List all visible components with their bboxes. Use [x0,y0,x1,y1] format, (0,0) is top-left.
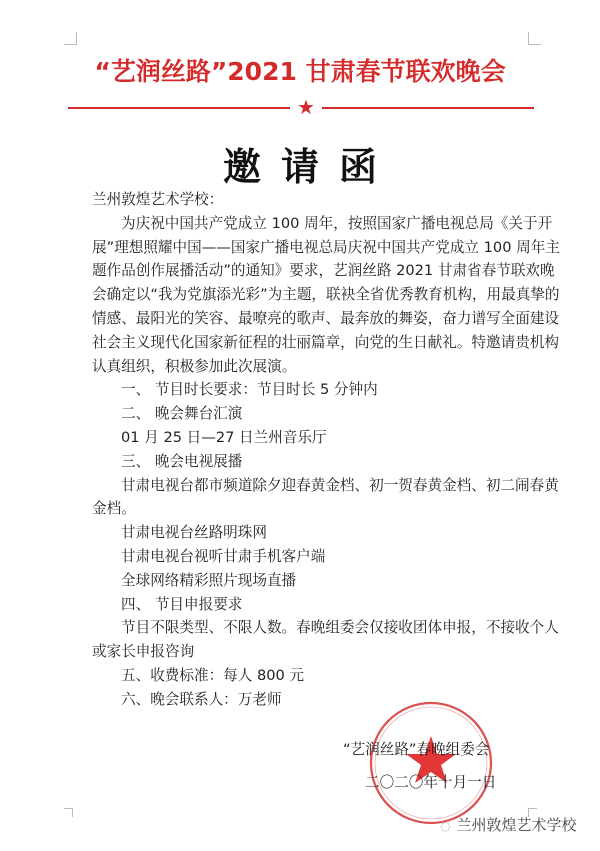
body-line: 为庆祝中国共产党成立 100 周年，按照国家广播电视总局《关于开 [121,214,553,232]
body-line: 一、 节目时长要求：节目时长 5 分钟内 [121,381,378,399]
body-line: 甘肃电视台都市频道除夕迎春黄金档、初一贺春黄金档、初二闹春黄 [121,476,559,494]
star-icon: ★ [297,95,315,119]
page-corner-mark [528,32,541,45]
body-line: 展”理想照耀中国——国家广播电视总局庆祝中国共产党成立 100 周年主 [92,238,560,256]
signature-org: “艺润丝路”春晚组委会 [343,741,490,758]
official-seal [368,700,494,826]
body-line: 六、晚会联系人：万老师 [121,690,282,708]
body-line: 题作品创作展播活动”的通知》要求，艺润丝路 2021 甘肃省春节联欢晚 [92,262,555,280]
body-line: 会确定以“我为党旗添光彩”为主题，联袂全省优秀教育机构，用最真挚的 [92,286,560,304]
salutation: 兰州敦煌艺术学校： [92,191,224,208]
body-line: 甘肃电视台丝路明珠网 [121,524,267,542]
body-line: 社会主义现代化国家新征程的壮丽篇章，向党的生日献礼。特邀请贵机构 [92,333,560,351]
letter-body [92,188,560,712]
watermark-text: 兰州敦煌艺术学校 [456,816,577,834]
document-title: 邀请函 [222,145,397,189]
event-title: “艺润丝路”2021 甘肃春节联欢晚会 [94,57,506,86]
wechat-icon: ◌ [440,819,451,833]
watermark [440,815,577,836]
body-line: 五、收费标准：每人 800 元 [121,666,305,684]
body-line: 情感、最阳光的笑容、最嘹亮的歌声、最奔放的舞姿，奋力谱写全面建设 [92,309,560,327]
body-line: 金档。 [92,500,136,518]
divider-line [322,107,534,109]
body-line: 全球网络精彩照片现场直播 [121,571,297,589]
body-line: 二、 晚会舞台汇演 [121,405,243,423]
signature-date: 二〇二〇年十月一日 [365,774,497,791]
body-line: 认真组织，积极参加此次展演。 [92,357,297,375]
body-line: 或家长申报咨询 [92,643,195,661]
body-line: 节目不限类型、不限人数。春晚组委会仅接收团体申报，不接收个人 [121,619,559,637]
body-line: 三、 晚会电视展播 [121,452,243,470]
body-line: 01 月 25 日—27 日兰州音乐厅 [121,428,327,446]
page-corner-mark [64,32,77,45]
page-corner-mark [64,808,73,817]
body-line: 甘肃电视台视听甘肃手机客户端 [121,547,326,565]
divider-line [68,107,290,109]
body-line: 四、 节目申报要求 [121,595,243,613]
